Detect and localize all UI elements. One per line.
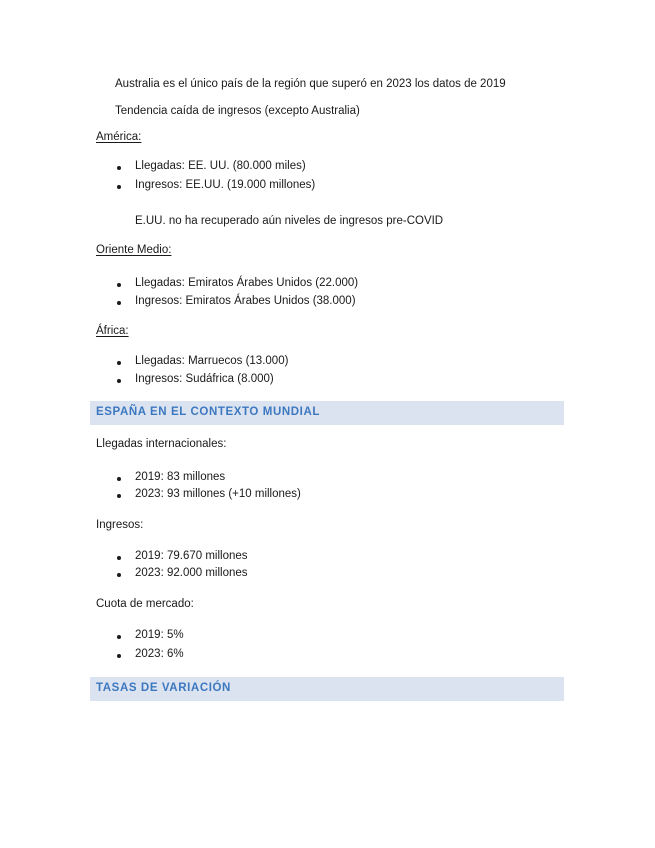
bullet-icon [117, 361, 121, 365]
list-item: 2019: 5% [135, 629, 184, 641]
america-note: E.UU. no ha recuperado aún niveles de ingresos pre-COVID [135, 215, 444, 227]
bullet-icon [117, 185, 121, 189]
section-heading-africa: África: [96, 325, 129, 337]
list-item: 2023: 6% [135, 648, 184, 660]
bullet-icon [117, 166, 121, 170]
list-item: Ingresos: Emiratos Árabes Unidos (38.000) [135, 295, 356, 307]
section-title-espana: ESPAÑA EN EL CONTEXTO MUNDIAL [96, 406, 320, 418]
list-item: Llegadas: Emiratos Árabes Unidos (22.000) [135, 277, 359, 289]
bullet-icon [117, 654, 121, 658]
list-item: Ingresos: Sudáfrica (8.000) [135, 373, 274, 385]
section-title-tasas: TASAS DE VARIACIÓN [96, 682, 231, 694]
list-item: Ingresos: EE.UU. (19.000 millones) [135, 179, 316, 191]
list-item: Llegadas: Marruecos (13.000) [135, 355, 289, 367]
bullet-icon [117, 477, 121, 481]
bullet-icon [117, 494, 121, 498]
llegadas-label: Llegadas internacionales: [96, 438, 227, 450]
bullet-icon [117, 556, 121, 560]
intro-line-1: Australia es el único país de la región que superó en 2023 los datos de 2019 [115, 78, 506, 90]
list-item: Llegadas: EE. UU. (80.000 miles) [135, 160, 306, 172]
section-band-tasas [90, 677, 564, 701]
ingresos-label: Ingresos: [96, 519, 144, 531]
intro-line-2: Tendencia caída de ingresos (excepto Australia) [115, 105, 360, 117]
section-heading-oriente-medio: Oriente Medio: [96, 244, 172, 256]
cuota-label: Cuota de mercado: [96, 598, 194, 610]
bullet-icon [117, 283, 121, 287]
bullet-icon [117, 379, 121, 383]
bullet-icon [117, 635, 121, 639]
bullet-icon [117, 573, 121, 577]
list-item: 2023: 92.000 millones [135, 567, 248, 579]
bullet-icon [117, 301, 121, 305]
list-item: 2019: 83 millones [135, 471, 226, 483]
list-item: 2019: 79.670 millones [135, 550, 248, 562]
section-band-espana [90, 401, 564, 425]
section-heading-america: América: [96, 131, 142, 143]
list-item: 2023: 93 millones (+10 millones) [135, 488, 301, 500]
